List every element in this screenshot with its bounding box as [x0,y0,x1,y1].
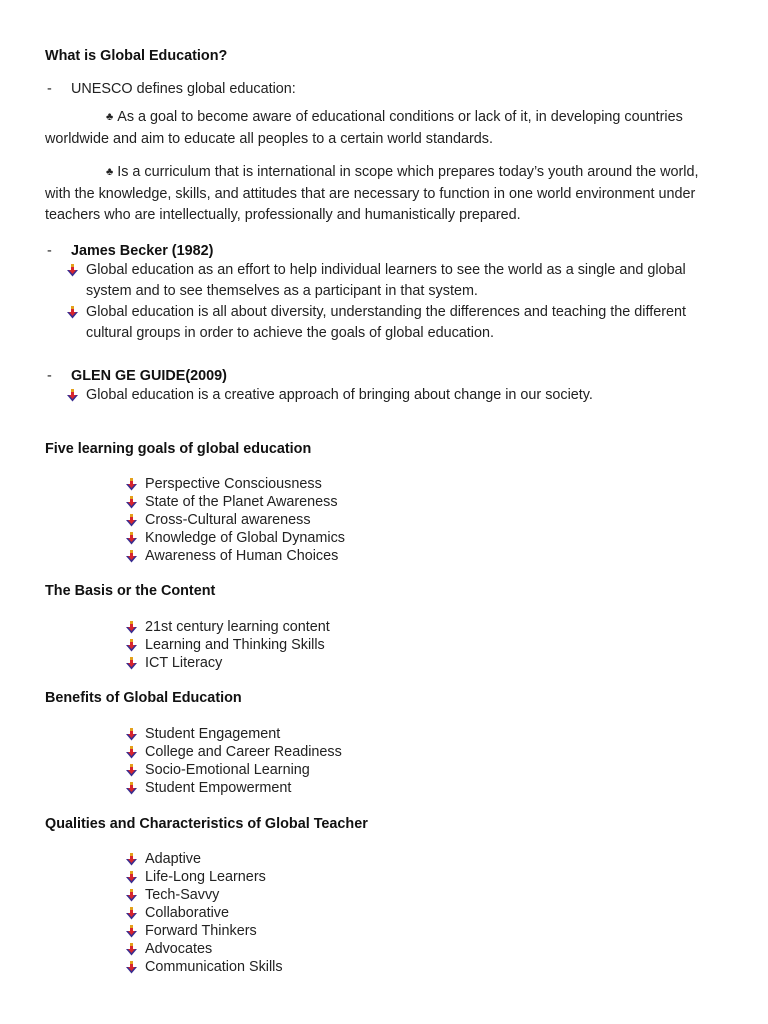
list-item [126,886,725,904]
list-item-text: Advocates [145,941,213,957]
list-item-text: Learning and Thinking Skills [145,637,325,653]
dash-item-unesco [45,80,725,98]
basis-list [126,618,725,672]
list-item [126,547,725,565]
arrow-down-bullet-icon [126,728,137,741]
dash-marker: - [47,243,52,259]
arrow-down-bullet-icon [126,532,137,545]
list-item [67,302,725,344]
dash-item-text: GLEN GE GUIDE(2009) [71,368,227,384]
unesco-definition-1 [45,107,725,150]
list-item-text: College and Career Readiness [145,744,342,760]
arrow-down-bullet-icon [67,389,78,402]
arrow-down-bullet-icon [126,782,137,795]
list-item-text: Adaptive [145,851,202,867]
arrow-down-bullet-icon [126,925,137,938]
list-item [126,654,725,672]
list-item-text: Tech-Savvy [145,887,220,903]
club-bullet-icon: ♣ [106,166,114,178]
list-item-text: Life-Long Learners [145,869,266,885]
list-item-text: Global education is a creative approach of bringing about change in our society. [86,387,593,403]
arrow-down-bullet-icon [126,478,137,491]
heading-what-is-global-education: What is Global Education? [45,48,228,64]
arrow-down-bullet-icon [126,657,137,670]
list-item [126,940,725,958]
list-item-text: Cross-Cultural awareness [145,512,311,528]
list-item [126,493,725,511]
arrow-down-bullet-icon [126,621,137,634]
list-item-text: Global education is all about diversity, understanding the differences and teaching the different cultural groups in order to achieve the goals of global education. [86,304,687,341]
arrow-down-bullet-icon [126,514,137,527]
benefits-list [126,725,725,797]
dash-marker: - [47,81,52,97]
list-item-text: Perspective Consciousness [145,476,322,492]
dash-marker: - [47,368,52,384]
list-item [126,779,725,797]
list-item [126,475,725,493]
arrow-down-bullet-icon [67,306,78,319]
arrow-down-bullet-icon [126,871,137,884]
club-bullet-icon: ♣ [106,111,114,123]
definition-text: Is a curriculum that is international in scope which prepares today’s youth around the world, with the knowledge, skills, and attitudes that are necessary to function in one world environment under teachers who are intellectually, professionally and humanistically prepared. [45,164,699,223]
goals-list [126,475,725,565]
heading-basis: The Basis or the Content [45,583,216,599]
list-item [126,904,725,922]
arrow-down-bullet-icon [126,639,137,652]
list-item [126,850,725,868]
list-item [67,385,725,406]
list-item [126,725,725,743]
list-item [126,922,725,940]
glen-list [67,385,725,406]
arrow-down-bullet-icon [126,961,137,974]
definition-text: As a goal to become aware of educational conditions or lack of it, in developing countries worldwide and aim to educate all peoples to a certain world standards. [45,109,683,147]
list-item-text: Collaborative [145,905,229,921]
arrow-down-bullet-icon [126,889,137,902]
dash-item-becker [45,242,725,260]
arrow-down-bullet-icon [67,264,78,277]
dash-item-glen [45,367,725,385]
heading-qualities: Qualities and Characteristics of Global Teacher [45,816,368,832]
document-page [45,47,725,976]
qualities-list [126,850,725,976]
arrow-down-bullet-icon [126,907,137,920]
list-item-text: Awareness of Human Choices [145,548,339,564]
list-item-text: Socio-Emotional Learning [145,762,310,778]
list-item [126,511,725,529]
list-item-text: Forward Thinkers [145,923,257,939]
list-item-text: Communication Skills [145,959,283,975]
arrow-down-bullet-icon [126,764,137,777]
list-item [126,618,725,636]
list-item-text: Student Empowerment [145,780,292,796]
dash-item-text: James Becker (1982) [71,243,214,259]
list-item-text: Global education as an effort to help individual learners to see the world as a single and global system and to see themselves as a participant in that system. [86,262,686,299]
dash-item-text: UNESCO defines global education: [71,81,296,97]
heading-benefits: Benefits of Global Education [45,690,242,706]
unesco-definition-2 [45,162,725,226]
list-item-text: ICT Literacy [145,655,223,671]
arrow-down-bullet-icon [126,853,137,866]
list-item [67,260,725,302]
arrow-down-bullet-icon [126,496,137,509]
arrow-down-bullet-icon [126,746,137,759]
list-item [126,761,725,779]
list-item [126,636,725,654]
list-item-text: Student Engagement [145,726,281,742]
list-item-text: State of the Planet Awareness [145,494,338,510]
becker-list [67,260,725,344]
list-item [126,743,725,761]
list-item [126,868,725,886]
list-item-text: Knowledge of Global Dynamics [145,530,345,546]
heading-learning-goals: Five learning goals of global education [45,441,312,457]
arrow-down-bullet-icon [126,550,137,563]
list-item [126,958,725,976]
list-item-text: 21st century learning content [145,619,330,635]
list-item [126,529,725,547]
arrow-down-bullet-icon [126,943,137,956]
